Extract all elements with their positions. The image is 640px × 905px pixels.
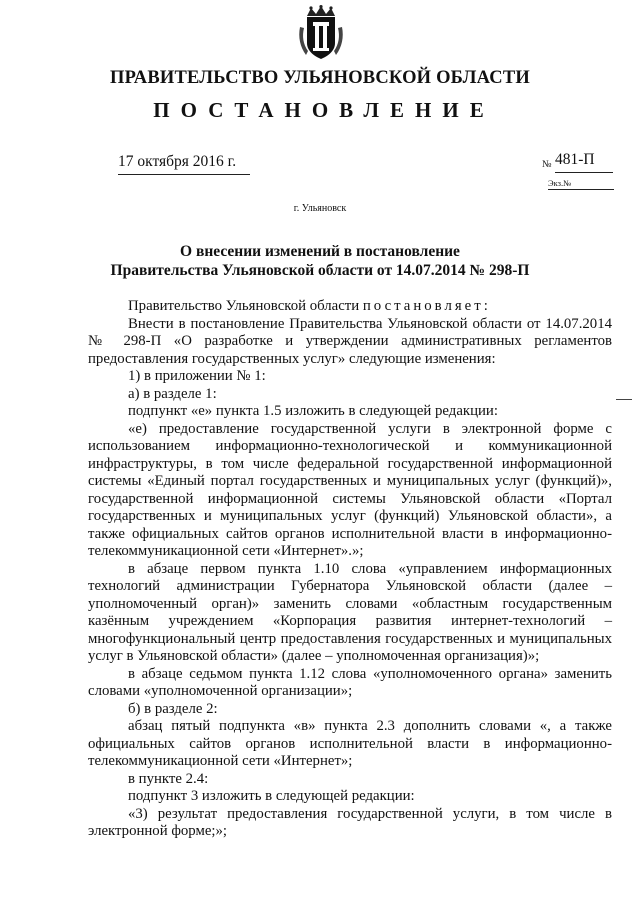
paragraph: в абзаце первом пункта 1.10 слова «управлением информационных технологий администрации Губернатора Ульяновской области (далее – уполномоченный орган)» заменить словами «областным государственным казённым учреждением «Корпорация развития интернет-технологий – многофункциональный центр предоставления государственных и муниципальных услуг в Ульяновской области» (далее – уполномоченная организация)»; xyxy=(88,560,612,664)
decree-date: 17 октября 2016 г. xyxy=(118,153,250,175)
margin-mark xyxy=(616,399,632,400)
city: г. Ульяновск xyxy=(293,203,347,214)
paragraph: «3) результат предоставления государственной услуги, в том числе в электронной форме;»; xyxy=(88,805,612,839)
decree-body xyxy=(88,298,612,841)
paragraph: подпункт «е» пункта 1.5 изложить в следующей редакции: xyxy=(128,403,498,419)
paragraph: в пункте 2.4: xyxy=(128,770,209,787)
paragraph: подпункт 3 изложить в следующей редакции: xyxy=(128,788,415,804)
paragraph: а) в разделе 1: xyxy=(128,385,217,402)
subject-line-1: О внесении изменений в постановление xyxy=(180,243,460,260)
subject-line-2: Правительства Ульяновской области от 14.07.2014 № 298-П xyxy=(110,262,530,279)
decree-number: 481-П xyxy=(555,151,613,173)
government-title: ПРАВИТЕЛЬСТВО УЛЬЯНОВСКОЙ ОБЛАСТИ xyxy=(110,68,530,88)
paragraph: 1) в приложении № 1: xyxy=(128,368,266,384)
paragraph: б) в разделе 2: xyxy=(128,700,218,717)
paragraph: Внести в постановление Правительства Ульяновской области от 14.07.2014 № 298-П «О разработке и утверждении административных регламентов предоставления государственных услуг» следующие изменения: xyxy=(88,315,612,367)
paragraph: «е) предоставление государственной услуги в электронной форме с использованием информационно-технологической и коммуникационной инфраструктуры, в том числе федеральной государственной информационной системы «Единый портал государственных и муниципальных услуг (функций)», государственной информационной системы Ульяновской области «Портал государственных и муниципальных услуг (функций) Ульяновской области», а также официальных сайтов органов исполнительной власти в информационно-телекоммуникационной сети «Интернет».»; xyxy=(88,420,612,559)
paragraph: Правительство Ульяновской области постановляет: xyxy=(128,298,488,314)
decree-subject xyxy=(40,242,600,280)
document-type: ПОСТАНОВЛЕНИЕ xyxy=(153,98,495,122)
copy-number-label: Экз.№ xyxy=(548,178,614,190)
paragraph: абзац пятый подпункта «в» пункта 2.3 дополнить словами «, а также официальных сайтов органов исполнительной власти в информационно-телекоммуникационной сети «Интернет»; xyxy=(88,718,612,769)
ulyanovsk-coat-of-arms-icon xyxy=(298,5,344,61)
paragraph: в абзаце седьмом пункта 1.12 слова «уполномоченного органа» заменить словами «уполномоченной организации»; xyxy=(88,665,612,699)
number-sign: № xyxy=(542,159,552,170)
